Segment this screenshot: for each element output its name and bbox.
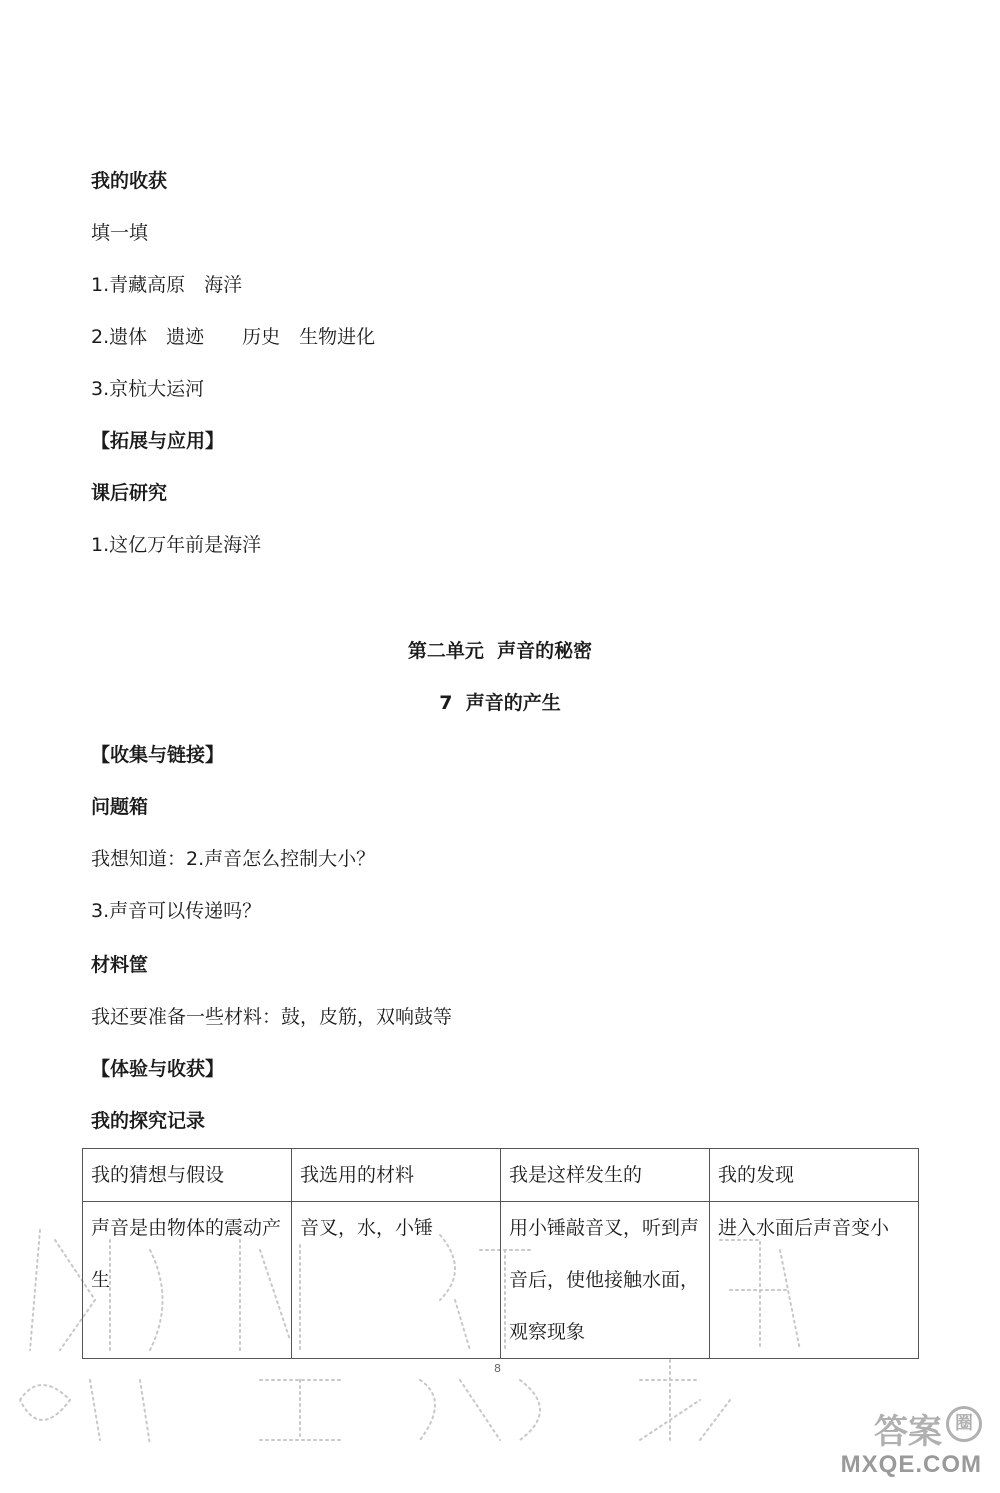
table-cell-findings: 进入水面后声音变小: [710, 1202, 919, 1359]
lesson-title: 7 声音的产生: [439, 692, 561, 714]
materials-line: 我还要准备一些材料：鼓，皮筋，双响鼓等: [91, 1006, 453, 1028]
table-cell-materials: 音叉，水，小锤: [292, 1202, 501, 1359]
section-heading-extension: 【拓展与应用】: [91, 430, 225, 452]
table-row: [83, 1202, 919, 1359]
table-header-row: [83, 1149, 919, 1202]
table-header-cell: 我的发现: [710, 1149, 919, 1202]
table-cell-hypothesis: 声音是由物体的震动产生: [83, 1202, 292, 1359]
logo-chinese-text: 答案: [874, 1412, 942, 1452]
table-header-cell: 我的猜想与假设: [83, 1149, 292, 1202]
logo-circle-icon: 圈: [946, 1406, 982, 1442]
site-logo: [797, 1404, 982, 1479]
page-number: 8: [494, 1362, 501, 1375]
section-heading-collect-link: 【收集与链接】: [91, 744, 225, 766]
table-header-cell: 我选用的材料: [292, 1149, 501, 1202]
question-line-1: 我想知道：2.声音怎么控制大小？: [91, 848, 376, 870]
after-class-research-label: 课后研究: [91, 482, 168, 504]
section-heading-experience: 【体验与收获】: [91, 1058, 225, 1080]
exploration-record-table: [82, 1148, 919, 1359]
answer-line-2: 2.遗体 遗迹 历史 生物进化: [91, 326, 376, 348]
answer-line-3: 3.京杭大运河: [91, 378, 205, 400]
exploration-record-label: 我的探究记录: [91, 1110, 206, 1132]
logo-domain-text: MXQE.COM: [840, 1451, 982, 1478]
fill-in-blank-label: 填一填: [91, 222, 149, 244]
question-box-label: 问题箱: [91, 796, 149, 818]
unit-title: 第二单元 声音的秘密: [407, 640, 593, 662]
table-cell-procedure: 用小锤敲音叉，听到声音后，使他接触水面，观察现象: [501, 1202, 710, 1359]
question-line-2: 3.声音可以传递吗？: [91, 900, 262, 922]
answer-line-1: 1.青藏高原 海洋: [91, 274, 243, 296]
table-header-cell: 我是这样发生的: [501, 1149, 710, 1202]
section-heading-my-harvest: 我的收获: [91, 170, 168, 192]
materials-basket-label: 材料筐: [91, 954, 149, 976]
research-answer-1: 1.这亿万年前是海洋: [91, 534, 262, 556]
